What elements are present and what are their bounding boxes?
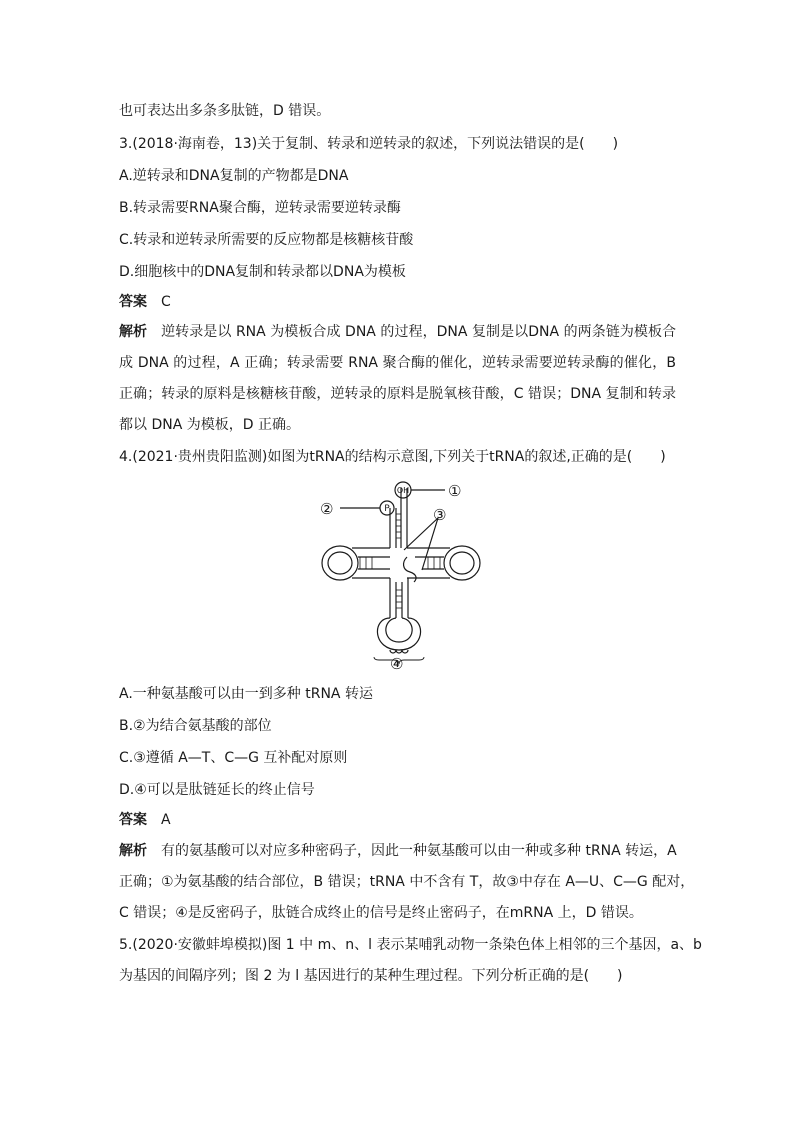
text-line: 也可表达出多条多肽链，D 错误。: [119, 103, 331, 119]
answer-value: A: [161, 812, 171, 828]
question-3-explanation-line: 成 DNA 的过程，A 正确；转录需要 RNA 聚合酶的催化，逆转录需要逆转录酶的催化，B: [119, 355, 676, 371]
question-3-option-b: B.转录需要RNA聚合酶，逆转录需要逆转录酶: [119, 200, 401, 216]
answer-value: C: [161, 294, 171, 310]
marker-2-label: ②: [320, 500, 334, 518]
question-3-explanation-line: 正确；转录的原料是核糖核苷酸，逆转录的原料是脱氧核苷酸，C 错误；DNA 复制和转录: [119, 386, 676, 402]
question-4-explanation-line: 正确；①为氨基酸的结合部位，B 错误；tRNA 中不含有 T，故③中存在 A—U、C—G 配对，: [119, 874, 695, 890]
trna-structure-diagram: [310, 478, 490, 670]
answer-label: 答案: [119, 812, 147, 828]
explanation-text: 有的氨基酸可以对应多种密码子，因此一种氨基酸可以由一种或多种 tRNA 转运，A: [161, 843, 677, 859]
marker-4-label: ④: [390, 655, 404, 670]
question-4-explanation-line: C 错误；④是反密码子，肽链合成终止的信号是终止密码子，在mRNA 上，D 错误。: [119, 905, 643, 921]
explanation-text: 逆转录是以 RNA 为模板合成 DNA 的过程，DNA 复制是以DNA 的两条链为模板合: [161, 324, 677, 340]
marker-3-label: ③: [433, 506, 447, 524]
question-4-explanation-line: [119, 841, 676, 861]
question-4-option-d: D.④可以是肽链延长的终止信号: [119, 782, 315, 798]
oh-label: OH: [396, 486, 410, 495]
question-4-answer: [119, 810, 676, 830]
question-3-answer: [119, 292, 676, 312]
answer-label: 答案: [119, 294, 147, 310]
question-3-option-d: D.细胞核中的DNA复制和转录都以DNA为模板: [119, 264, 406, 280]
question-3-explanation-line: [119, 322, 676, 342]
question-5-stem: 5.(2020·安徽蚌埠模拟)图 1 中 m、n、l 表示某哺乳动物一条染色体上相邻的三个基因，a、b: [119, 937, 702, 953]
question-3-option-c: C.转录和逆转录所需要的反应物都是核糖核苷酸: [119, 232, 414, 248]
question-3-explanation-line: 都以 DNA 为模板，D 正确。: [119, 417, 300, 433]
question-5-stem: 为基因的间隔序列；图 2 为 l 基因进行的某种生理过程。下列分析正确的是( ): [119, 968, 623, 984]
explanation-label: 解析: [119, 324, 148, 340]
explanation-label: 解析: [119, 843, 147, 859]
question-4-option-b: B.②为结合氨基酸的部位: [119, 718, 272, 734]
question-3-option-a: A.逆转录和DNA复制的产物都是DNA: [119, 168, 349, 184]
question-4-option-c: C.③遵循 A—T、C—G 互补配对原则: [119, 750, 348, 766]
question-3-stem: 3.(2018·海南卷，13)关于复制、转录和逆转录的叙述，下列说法错误的是( ): [119, 136, 619, 152]
p-label: P: [384, 504, 390, 514]
question-4-option-a: A.一种氨基酸可以由一到多种 tRNA 转运: [119, 686, 373, 702]
question-4-stem: 4.(2021·贵州贵阳监测)如图为tRNA的结构示意图,下列关于tRNA的叙述,正确的是( ): [119, 449, 666, 465]
marker-1-label: ①: [448, 482, 462, 500]
